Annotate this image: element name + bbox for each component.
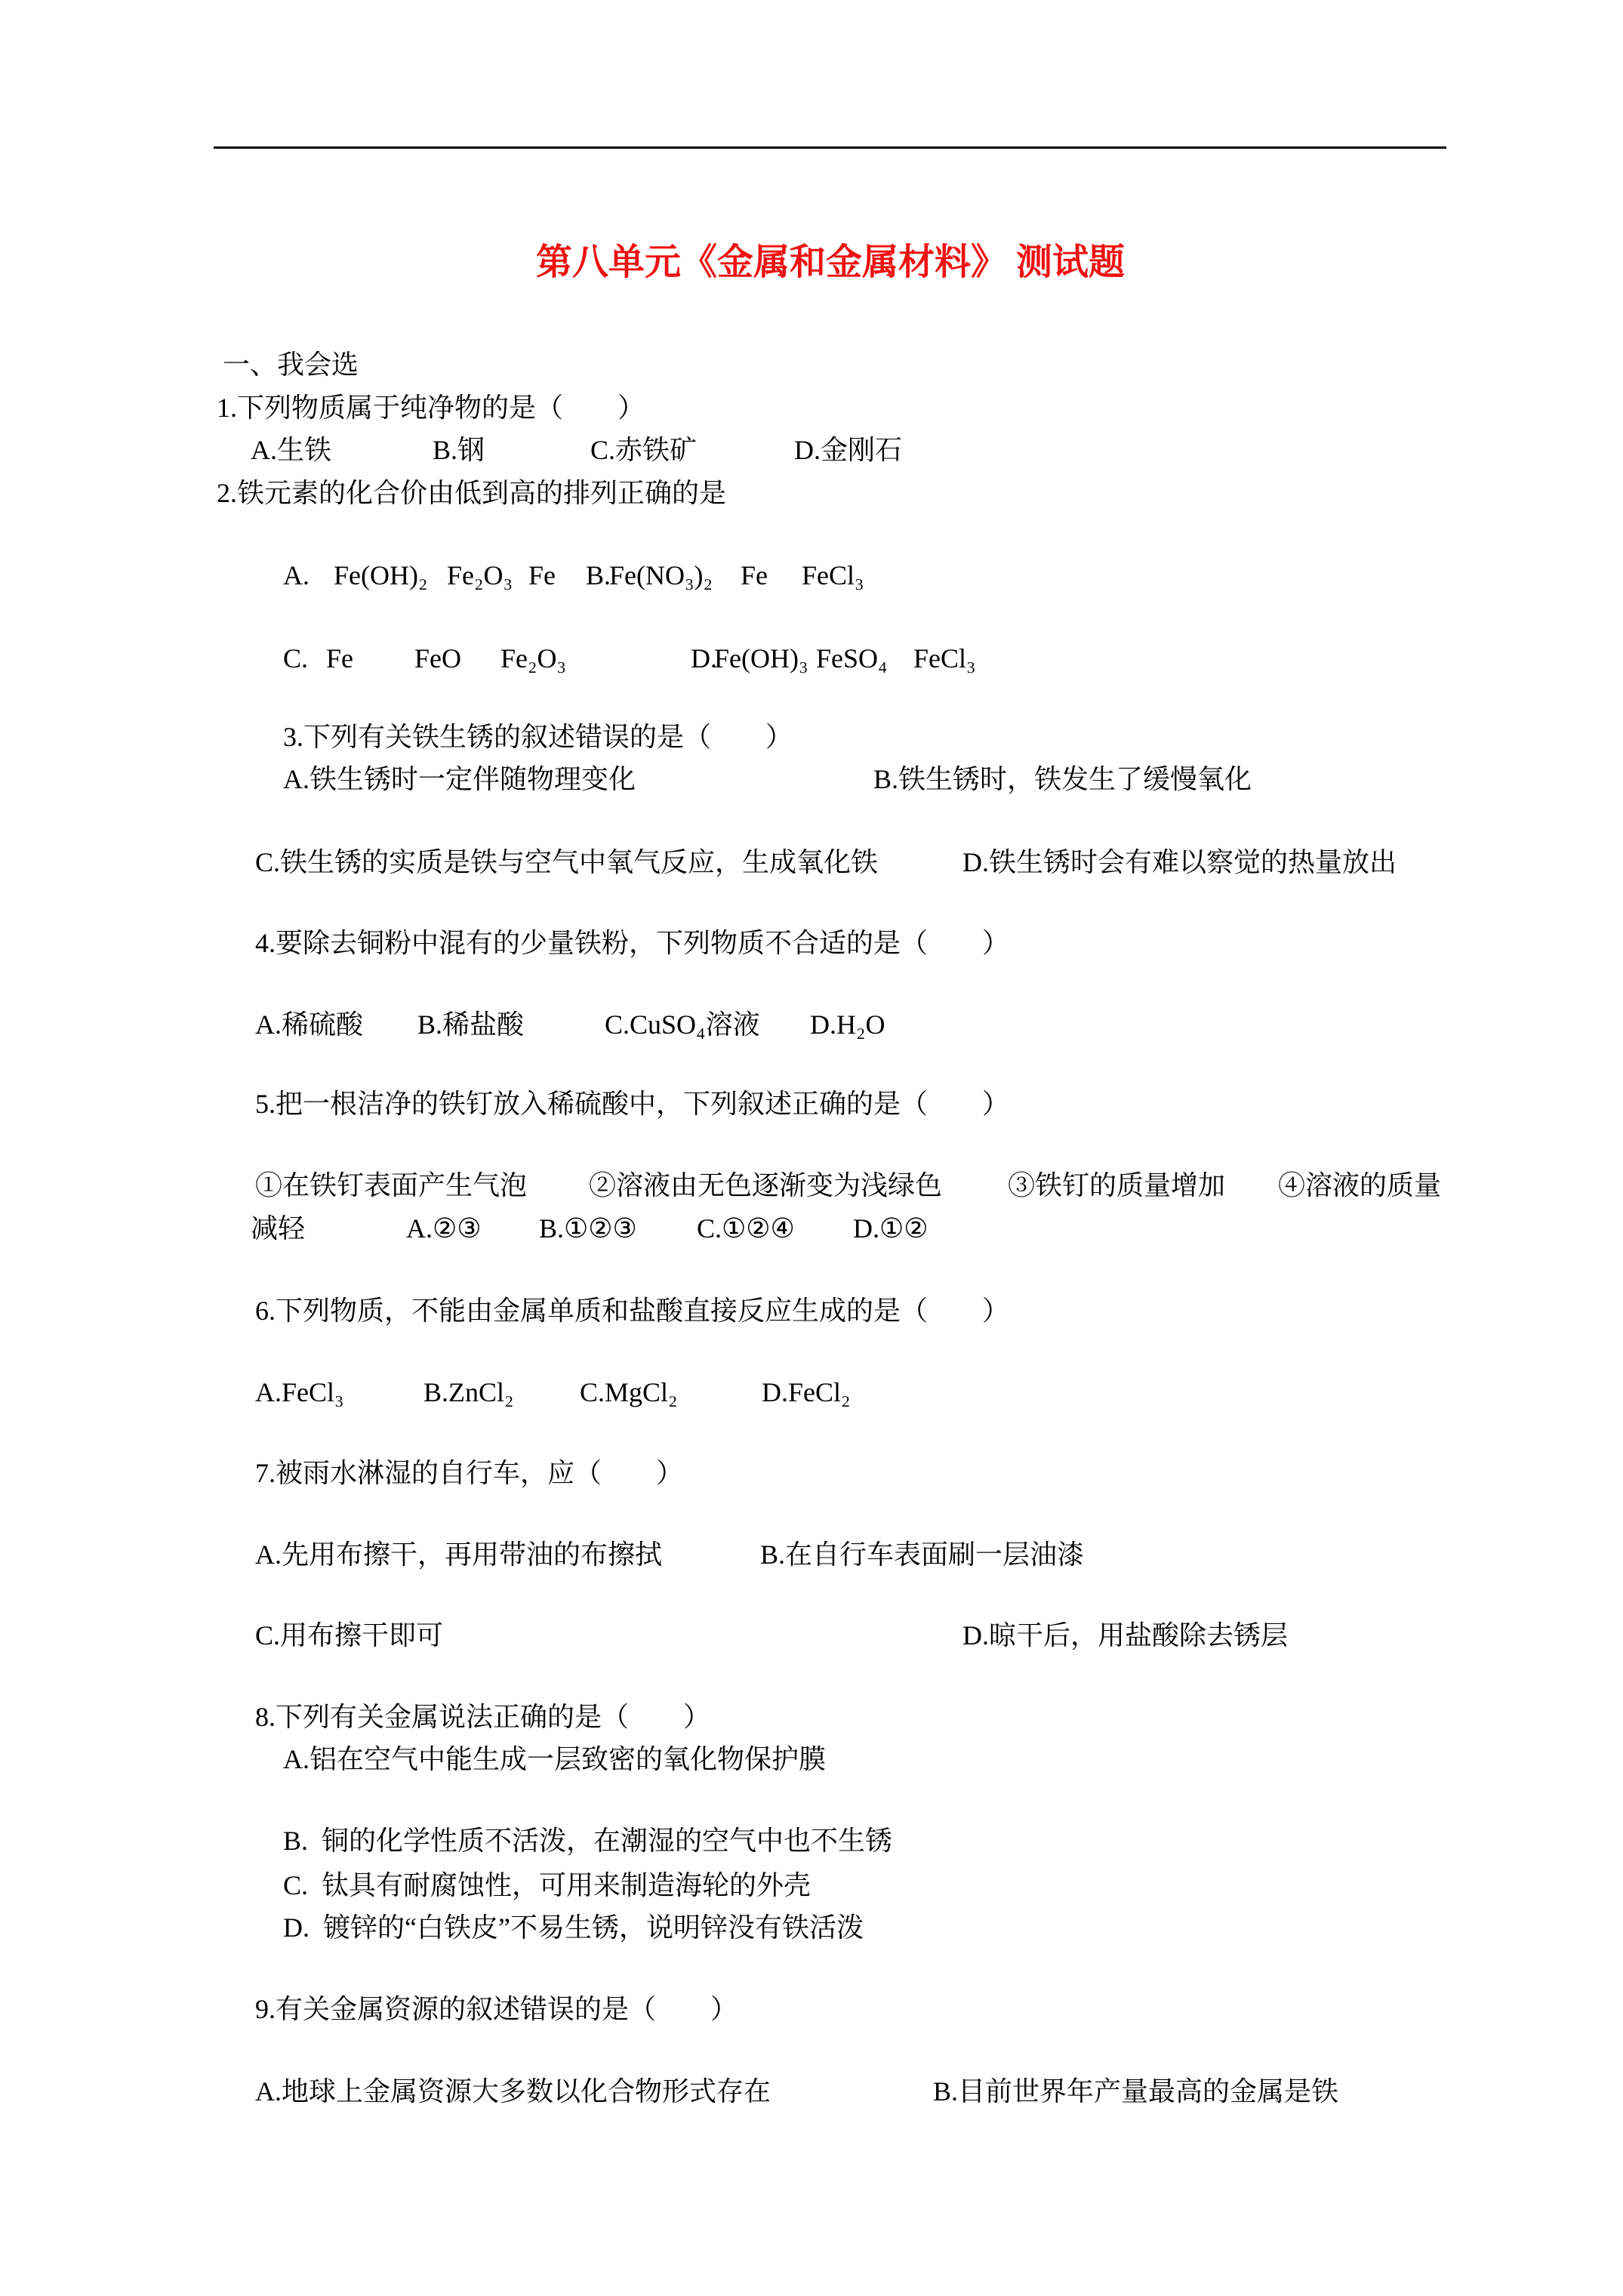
question-1-option-c: C.赤铁矿 xyxy=(590,435,698,465)
question-3-options-row-2 xyxy=(0,841,1623,884)
question-3-option-a: A.铁生锈时一定伴随物理变化 xyxy=(283,764,636,794)
question-3-stem-row xyxy=(0,716,1623,759)
question-4-option-a: A.稀硫酸 xyxy=(255,1009,363,1040)
exam-title: 第八单元《金属和金属材料》 测试题 xyxy=(535,242,1125,282)
question-2-option-a-formula: Fe₂O₃ xyxy=(447,560,513,590)
question-8-option-d-row xyxy=(0,1906,1623,1949)
question-4-option-c: C.CuSO₄溶液 xyxy=(605,1009,760,1040)
question-2-stem: 2.铁元素的化合价由低到高的排列正确的是 xyxy=(217,478,727,508)
question-8-option-c-row xyxy=(0,1864,1623,1907)
question-1-option-d: D.金刚石 xyxy=(794,435,902,465)
question-2-option-b-formula: Fe xyxy=(741,560,768,590)
question-2-option-c-formula: FeO xyxy=(414,643,461,673)
question-5-stem-row xyxy=(0,1083,1623,1126)
question-7-stem: 7.被雨水淋湿的自行车，应（ ） xyxy=(255,1458,684,1488)
question-8-option-c: C. 钛具有耐腐蚀性，可用来制造海轮的外壳 xyxy=(283,1870,812,1900)
question-9-stem-row xyxy=(0,1988,1623,2031)
question-6-stem-row xyxy=(0,1290,1623,1333)
question-2-option-a-formula: Fe xyxy=(528,560,556,590)
question-5-option-a: A.②③ xyxy=(406,1213,482,1244)
question-6-option-b: B.ZnCl₂ xyxy=(423,1377,514,1407)
question-2-option-a-label: A. xyxy=(283,560,310,590)
header-rule xyxy=(214,146,1446,149)
question-8-option-a: A.铝在空气中能生成一层致密的氧化物保护膜 xyxy=(283,1744,826,1774)
question-2-option-c-formula: Fe₂O₃ xyxy=(500,643,567,673)
question-7-option-a: A.先用布擦干，再用带油的布擦拭 xyxy=(255,1539,662,1570)
question-2-options-row-2 xyxy=(0,637,1623,680)
question-5-option-d: D.①② xyxy=(853,1213,929,1244)
question-5-statements-row xyxy=(0,1164,1623,1207)
question-2-option-b-label: B. xyxy=(586,560,611,590)
question-6-option-a: A.FeCl₃ xyxy=(255,1377,344,1407)
question-4-option-d: D.H₂O xyxy=(810,1009,885,1040)
question-2-option-b-formula: Fe(NO₃)₂ xyxy=(609,560,713,590)
question-8-stem: 8.下列有关金属说法正确的是（ ） xyxy=(255,1702,711,1732)
question-5-options-row xyxy=(0,1207,1623,1250)
question-5-statement-4: ④溶液的质量 xyxy=(1278,1170,1442,1200)
question-5-statement-1: ①在铁钉表面产生气泡 xyxy=(255,1170,528,1200)
question-4-option-b: B.稀盐酸 xyxy=(417,1009,525,1040)
question-6-option-c: C.MgCl₂ xyxy=(580,1377,678,1407)
question-7-option-b: B.在自行车表面刷一层油漆 xyxy=(760,1539,1085,1570)
question-1-stem-row xyxy=(0,387,1623,430)
question-9-options-row xyxy=(0,2070,1623,2113)
question-2-option-c-formula: Fe xyxy=(326,643,353,673)
question-2-option-d-label: D. xyxy=(691,643,717,673)
question-2-stem-row xyxy=(0,472,1623,515)
section-heading: 一、我会选 xyxy=(223,350,359,380)
question-9-option-b: B.目前世界年产量最高的金属是铁 xyxy=(933,2076,1339,2106)
question-8-option-d: D. 镀锌的“白铁皮”不易生锈，说明锌没有铁活泼 xyxy=(283,1912,864,1943)
question-2-option-c-label: C. xyxy=(283,643,309,673)
question-6-option-d: D.FeCl₂ xyxy=(762,1377,851,1407)
question-2-option-d-formula: FeSO₄ xyxy=(816,643,888,673)
question-8-stem-row xyxy=(0,1696,1623,1739)
question-2-option-b-formula: FeCl₃ xyxy=(802,560,864,590)
question-8-option-a-row xyxy=(0,1738,1623,1781)
question-5-statement-3: ③铁钉的质量增加 xyxy=(1008,1170,1226,1200)
question-9-option-a: A.地球上金属资源大多数以化合物形式存在 xyxy=(255,2076,771,2106)
question-5-option-c: C.①②④ xyxy=(697,1213,795,1244)
question-2-options-row-1 xyxy=(0,554,1623,597)
question-1-option-b: B.钢 xyxy=(433,435,485,465)
question-7-option-c: C.用布擦干即可 xyxy=(255,1620,444,1650)
question-2-option-a-formula: Fe(OH)₂ xyxy=(334,560,428,590)
question-6-options-row xyxy=(0,1371,1623,1414)
question-3-options-row-1 xyxy=(0,758,1623,801)
question-6-stem: 6.下列物质，不能由金属单质和盐酸直接反应生成的是（ ） xyxy=(255,1296,1010,1326)
question-4-options-row xyxy=(0,1003,1623,1046)
question-1-stem: 1.下列物质属于纯净物的是（ ） xyxy=(217,393,645,423)
question-9-stem: 9.有关金属资源的叙述错误的是（ ） xyxy=(255,1994,738,2024)
question-5-statement-2: ②溶液由无色逐渐变为浅绿色 xyxy=(589,1170,943,1200)
question-1-options-row xyxy=(0,429,1623,472)
question-7-option-d: D.晾干后，用盐酸除去锈层 xyxy=(962,1620,1288,1650)
question-3-stem: 3.下列有关铁生锈的叙述错误的是（ ） xyxy=(283,722,793,752)
question-3-option-d: D.铁生锈时会有难以察觉的热量放出 xyxy=(962,847,1397,877)
question-2-option-d-formula: FeCl₃ xyxy=(913,643,976,673)
question-5-statement-continuation: 减轻 xyxy=(251,1213,306,1244)
question-8-option-b: B. 铜的化学性质不活泼，在潮湿的空气中也不生锈 xyxy=(283,1826,893,1856)
question-4-stem-row xyxy=(0,922,1623,965)
question-7-options-row-2 xyxy=(0,1614,1623,1657)
question-3-option-b: B.铁生锈时，铁发生了缓慢氧化 xyxy=(873,764,1252,794)
question-4-stem: 4.要除去铜粉中混有的少量铁粉，下列物质不合适的是（ ） xyxy=(255,928,1010,958)
question-7-options-row-1 xyxy=(0,1533,1623,1576)
question-1-option-a: A.生铁 xyxy=(251,435,331,465)
question-2-option-d-formula: Fe(OH)₃ xyxy=(714,643,808,673)
question-8-option-b-row xyxy=(0,1820,1623,1863)
question-3-option-c: C.铁生锈的实质是铁与空气中氧气反应，生成氧化铁 xyxy=(255,847,879,877)
section-row xyxy=(0,344,1623,387)
question-7-stem-row xyxy=(0,1452,1623,1495)
question-5-stem: 5.把一根洁净的铁钉放入稀硫酸中，下列叙述正确的是（ ） xyxy=(255,1089,1010,1119)
question-5-option-b: B.①②③ xyxy=(539,1213,637,1244)
